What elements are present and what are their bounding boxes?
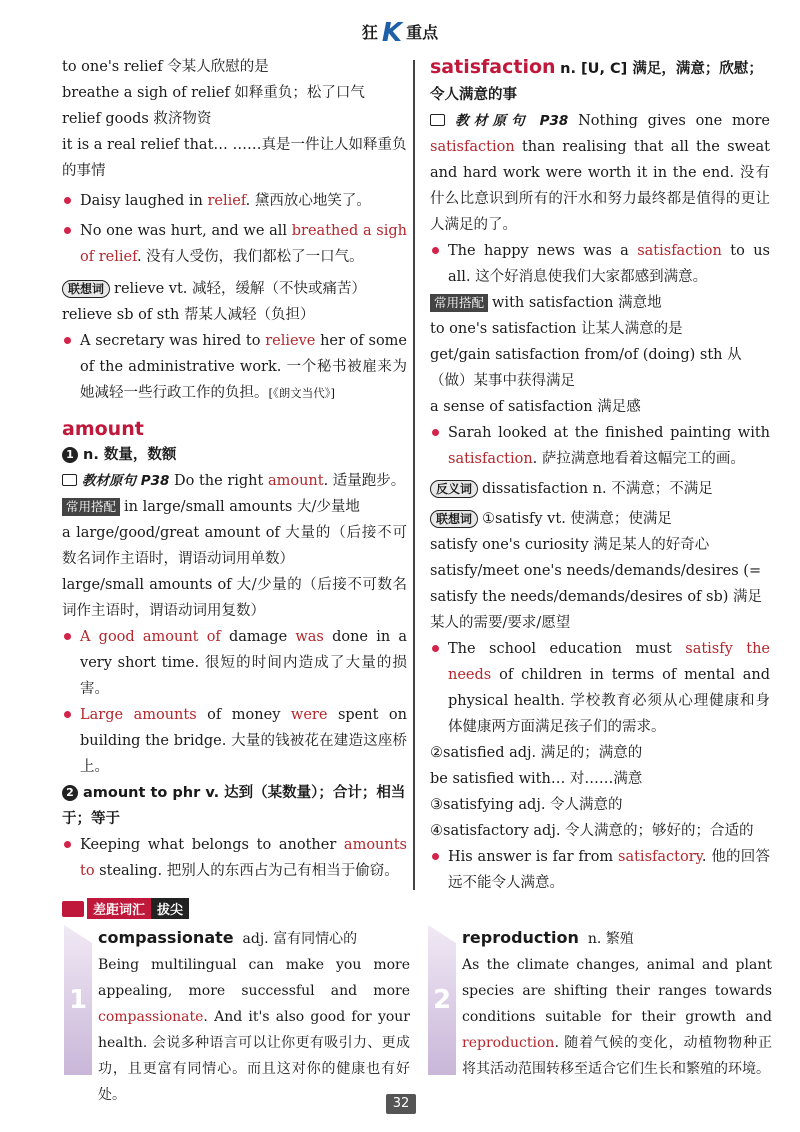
header-right: 重点 (406, 23, 439, 42)
card-text: Being multilingual can make you more appealing, more successful and more compassionate. And it's also good for your health. 会说多种语言可以让你更有吸引力、更成功，且更富有同情心。而且这对你的健康也有好处。 (98, 957, 410, 1103)
textbook-source-line: 教材原句 P38 Do the right amount. 适量跑步。 (62, 468, 407, 494)
example-sentence: The happy news was a satisfaction to us all. 这个好消息使我们大家都感到满意。 (430, 238, 770, 290)
example-sentence: Sarah looked at the finished painting with satisfaction. 萨拉满意地看着这幅完工的画。 (430, 420, 770, 472)
collocation-line: 常用搭配 with satisfaction 满意地 (430, 290, 770, 316)
collocation-tag: 常用搭配 (430, 294, 488, 312)
book-icon (430, 114, 445, 126)
collocation-tag: 常用搭配 (62, 498, 120, 516)
sense-number: 1 (62, 447, 78, 463)
example-sentence: Large amounts of money were spent on building the bridge. 大量的钱被花在建造这座桥上。 (62, 702, 407, 780)
phrase-line: to one's satisfaction 让某人满意的是 (430, 321, 683, 337)
phrase-line: ②satisfied adj. 满足的；满意的 (430, 745, 643, 761)
card-body (462, 925, 772, 1082)
book-icon (62, 474, 77, 486)
example-sentence: No one was hurt, and we all breathed a sigh of relief. 没有人受伤，我们都松了一口气。 (62, 218, 407, 270)
example-sentence: A good amount of damage was done in a very short time. 很短的时间内造成了大量的损害。 (62, 624, 407, 702)
definition: n. [U, C] 满足，满意；欣慰；令人满意的事 (430, 61, 763, 103)
related-word-line: 联想词 ①satisfy vt. 使满意；使满足 (430, 506, 770, 532)
phrase-line: it is a real relief that… ……真是一件让人如释重负的事情 (62, 137, 407, 179)
page-header (0, 18, 800, 48)
phrase-line: satisfy/meet one's needs/demands/desires (= satisfy the needs/demands/desires of sb) 满足某人的需要/要求/愿望 (430, 563, 763, 631)
card-pos: adj. 富有同情心的 (242, 931, 358, 947)
column-divider (413, 60, 415, 890)
left-column (62, 54, 407, 884)
section-banner: 差距词汇 拔尖 (62, 898, 189, 920)
phrase-line: relieve sb of sth 帮某人减轻（负担） (62, 307, 315, 323)
example-sentence: Keeping what belongs to another amounts to stealing. 把别人的东西占为己有相当于偷窃。 (62, 832, 407, 884)
card-number: 2 (432, 985, 452, 1015)
example-sentence: Daisy laughed in relief. 黛西放心地笑了。 (62, 188, 407, 214)
card-text: As the climate changes, animal and plant species are shifting their ranges towards conditions suitable for their growth and reproduction. 随着气候的变化，动植物物种正将其活动范围转移至适合它们生长和繁殖的环境。 (462, 957, 772, 1077)
vocab-card-reproduction (428, 925, 772, 1085)
related-word-line: 联想词 relieve vt. 减轻，缓解（不快或痛苦） (62, 276, 407, 302)
card-pos: n. 繁殖 (587, 931, 634, 947)
card-word: reproduction (462, 928, 579, 947)
card-number: 1 (68, 985, 88, 1015)
headword-amount: amount (62, 418, 144, 440)
example-sentence: The school education must satisfy the needs of children in terms of mental and physical health. 学校教育必须从心理健康和身体健康两方面满足孩子们的需求。 (430, 636, 770, 740)
related-word-tag: 联想词 (62, 280, 110, 298)
phrase-line: relief goods 救济物资 (62, 111, 212, 127)
example-sentence: His answer is far from satisfactory. 他的回答远不能令人满意。 (430, 844, 770, 896)
header-k-logo: K (381, 18, 403, 48)
phrase-line: get/gain satisfaction from/of (doing) sth 从（做）某事中获得满足 (430, 347, 742, 389)
related-word-tag: 联想词 (430, 510, 478, 528)
definition-line: 1 n. 数量，数额 (62, 442, 407, 468)
example-sentence: A secretary was hired to relieve her of some of the administrative work. 一个秘书被雇来为她减轻一些行政工作的负担。[《朗文当代》] (62, 328, 407, 406)
phrase-line: ④satisfactory adj. 令人满意的；够好的；合适的 (430, 823, 754, 839)
headword-satisfaction: satisfaction (430, 56, 556, 78)
textbook-source-line: 教材原句 P38 Nothing gives one more satisfaction than realising that all the sweat and hard work were worth it in the end. 没有什么比意识到所有的汗水和努力最终都是值得的更让人满足的了。 (430, 113, 770, 233)
antonym-tag: 反义词 (430, 480, 478, 498)
headword-line (430, 54, 770, 108)
definition-line: 2 amount to phr v. 达到（某数量）；合计；相当于；等于 (62, 785, 406, 827)
antonym-line: 反义词 dissatisfaction n. 不满意；不满足 (430, 476, 770, 502)
sense-number: 2 (62, 785, 78, 801)
header-left: 狂 (361, 23, 378, 42)
card-word: compassionate (98, 928, 234, 947)
phrase-line: large/small amounts of 大/少量的（后接不可数名词作主语时，谓语动词用复数） (62, 577, 407, 619)
book-icon (62, 901, 84, 917)
phrase-line: a sense of satisfaction 满足感 (430, 399, 641, 415)
phrase-line: breathe a sigh of relief 如释重负；松了口气 (62, 85, 365, 101)
phrase-line: to one's relief 令某人欣慰的是 (62, 59, 269, 75)
page-number: 32 (386, 1094, 416, 1114)
collocation-line: 常用搭配 in large/small amounts 大/少量地 (62, 494, 407, 520)
phrase-line: a large/good/great amount of 大量的（后接不可数名词作主语时，谓语动词用单数） (62, 525, 407, 567)
phrase-line: be satisfied with… 对……满意 (430, 771, 643, 787)
vocab-card-compassionate (64, 925, 410, 1103)
phrase-line: satisfy one's curiosity 满足某人的好奇心 (430, 537, 710, 553)
right-column (430, 54, 770, 896)
card-body (98, 925, 410, 1108)
phrase-line: ③satisfying adj. 令人满意的 (430, 797, 623, 813)
